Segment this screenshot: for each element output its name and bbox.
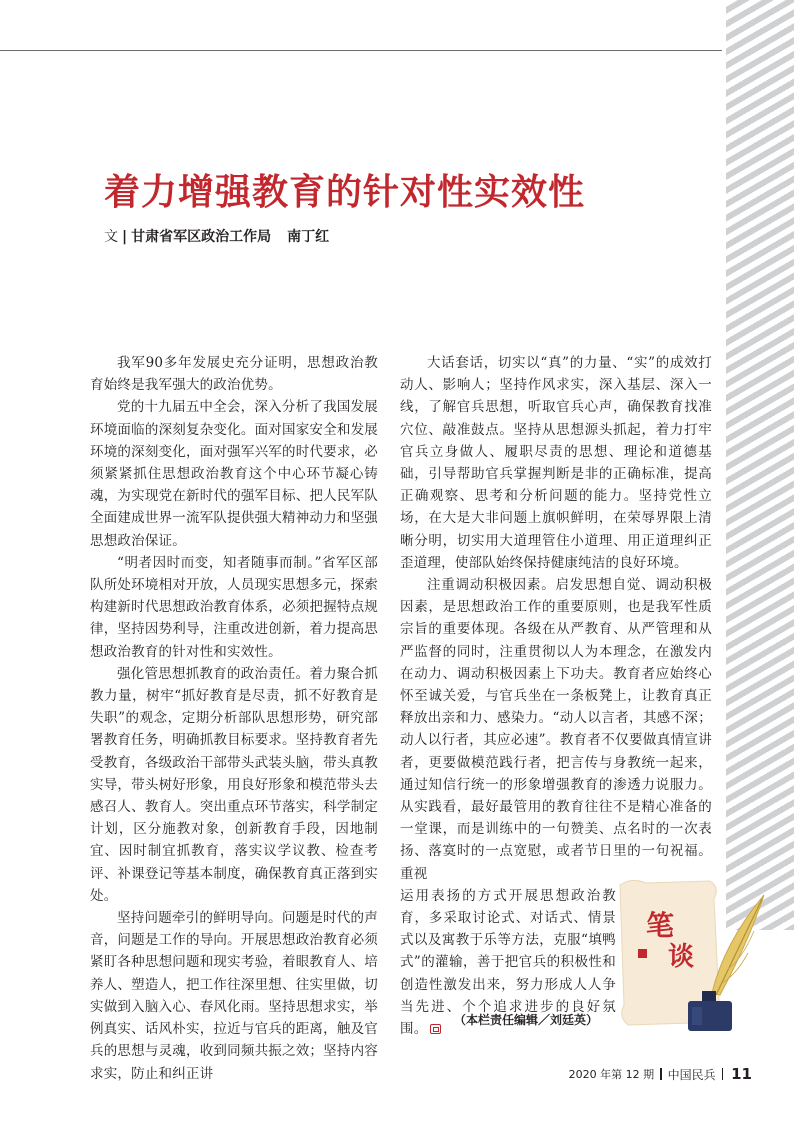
body-paragraph: 我军90多年发展史充分证明，思想政治教育始终是我军强大的政治优势。 — [90, 355, 378, 394]
article-title: 着力增强教育的针对性实效性 — [104, 172, 586, 213]
magazine-name: 中国民兵 — [667, 1067, 716, 1082]
footer-divider — [722, 1068, 724, 1080]
body-paragraph: 大话套话，切实以“真”的力量、“实”的成效打动人、影响人；坚持作风求实，深入基层、深入一线，了解官兵思想，听取官兵心声，确保教育找准穴位、敲准鼓点。坚持从思想源头抓起，着力打牢官兵立身做人、履职尽责的思想、理论和道德基础，引导帮助官兵掌握判断是非的正确标准，提高正确观察、思考和分析问题的能力。坚持党性立场，在大是大非问题上旗帜鲜明，在荣辱界限上清晰分明，切实用大道理管住小道理、用正道理纠正歪道理，使部队始终保持健康纯洁的良好环境。 — [400, 355, 712, 571]
body-paragraph: “明者因时而变，知者随事而制。”省军区部队所处环境相对开放，人员现实思想多元，探索构建新时代思想政治教育体系，必须把握特点规律，坚持因势利导，注重改进创新，着力提高思想政治教育的针对性和实效性。 — [90, 554, 378, 660]
byline-prefix: 文 — [104, 229, 118, 245]
end-mark-icon — [430, 1024, 441, 1034]
byline — [104, 226, 329, 246]
header-rule — [0, 50, 722, 51]
article-column-left — [90, 352, 378, 1085]
page-number: 11 — [731, 1065, 752, 1083]
footer-divider — [660, 1068, 662, 1080]
badge-char-tan: 谈 — [668, 942, 695, 972]
column-badge — [616, 873, 774, 1033]
page-footer — [569, 1065, 752, 1083]
body-paragraph: 强化管思想抓教育的政治责任。着力聚合抓教力量，树牢“抓好教育是尽责，抓不好教育是失职”的观念，定期分析部队思想形势，研究部署教育任务，明确抓教目标要求。坚持教育者先受教育，各级政治干部带头武装头脑，带头真教实导，带头树好形象，用良好形象和模范带头去感召人、教育人。突出重点环节落实，科学制定计划，区分施教对象，创新教育手段，因地制宜、因时制宜抓教育，落实议学议教、检查考评、补课登记等基本制度，确保教育真正落到实处。 — [90, 665, 378, 904]
byline-unit: 甘肃省军区政治工作局 — [131, 229, 272, 245]
issue-label: 2020 年第 12 期 — [568, 1068, 655, 1081]
body-paragraph: 党的十九届五中全会，深入分析了我国发展环境面临的深刻复杂变化。面对国家安全和发展环境的深刻变化，面对强军兴军的时代要求，必须紧紧抓住思想政治教育这个中心环节凝心铸魂，为实现党在新时代的强军目标、把人民军队全面建成世界一流军队提供强大精神动力和坚强思想政治保证。 — [90, 399, 378, 549]
byline-author: 南丁红 — [287, 229, 330, 245]
body-paragraph: 注重调动积极因素。启发思想自觉、调动积极因素，是思想政治工作的重要原则，也是我军性质宗旨的重要体现。各级在从严教育、从严管理和从严监督的同时，注重贯彻以人为本理念，在激发内在动力、调动积极因素上下功夫。教育者应始终心怀至诚关爱，与官兵坐在一条板凳上，让教育真正释放出亲和力、感染力。“动人以言者，其感不深；动人以行者，其应必速”。教育者不仅要做真情宣讲者，更要做模范践行者，把言传与身教统一起来，通过知信行统一的形象增强教育的渗透力说服力。从实践看，最好最管用的教育往往不是精心准备的一堂课，而是训练中的一句赞美、点名时的一次表扬、落寞时的一点宽慰，或者节日里的一句祝福。重视 — [400, 577, 712, 882]
closing-paragraph-text: 运用表扬的方式开展思想政治教育，多采取讨论式、对话式、情景式以及寓教于乐等方法，克服“填鸭式”的灌输，善于把官兵的积极性和创造性激发出来，努力形成人人争当先进、个个追求进步的良好氛围。 — [400, 887, 616, 1038]
quill-pen-icon — [712, 895, 764, 995]
decorative-stripe-band — [726, 0, 794, 930]
body-paragraph: 坚持问题牵引的鲜明导向。问题是时代的声音，问题是工作的导向。开展思想政治教育必须紧盯各种思想问题和现实考验，着眼教育人、培养人、塑造人，把工作往深里想、往实里做，切实做到入脑入心、春风化雨。坚持思想求实，举例真实、话风朴实，拉近与官兵的距离，触及官兵的思想与灵魂，收到同频共振之效；坚持内容求实，防止和纠正讲 — [90, 910, 378, 1082]
badge-red-square — [638, 949, 647, 958]
byline-separator: | — [122, 229, 128, 245]
editor-note: （本栏责任编辑／刘廷英） — [454, 1013, 599, 1027]
badge-char-bi: 笔 — [646, 909, 675, 942]
